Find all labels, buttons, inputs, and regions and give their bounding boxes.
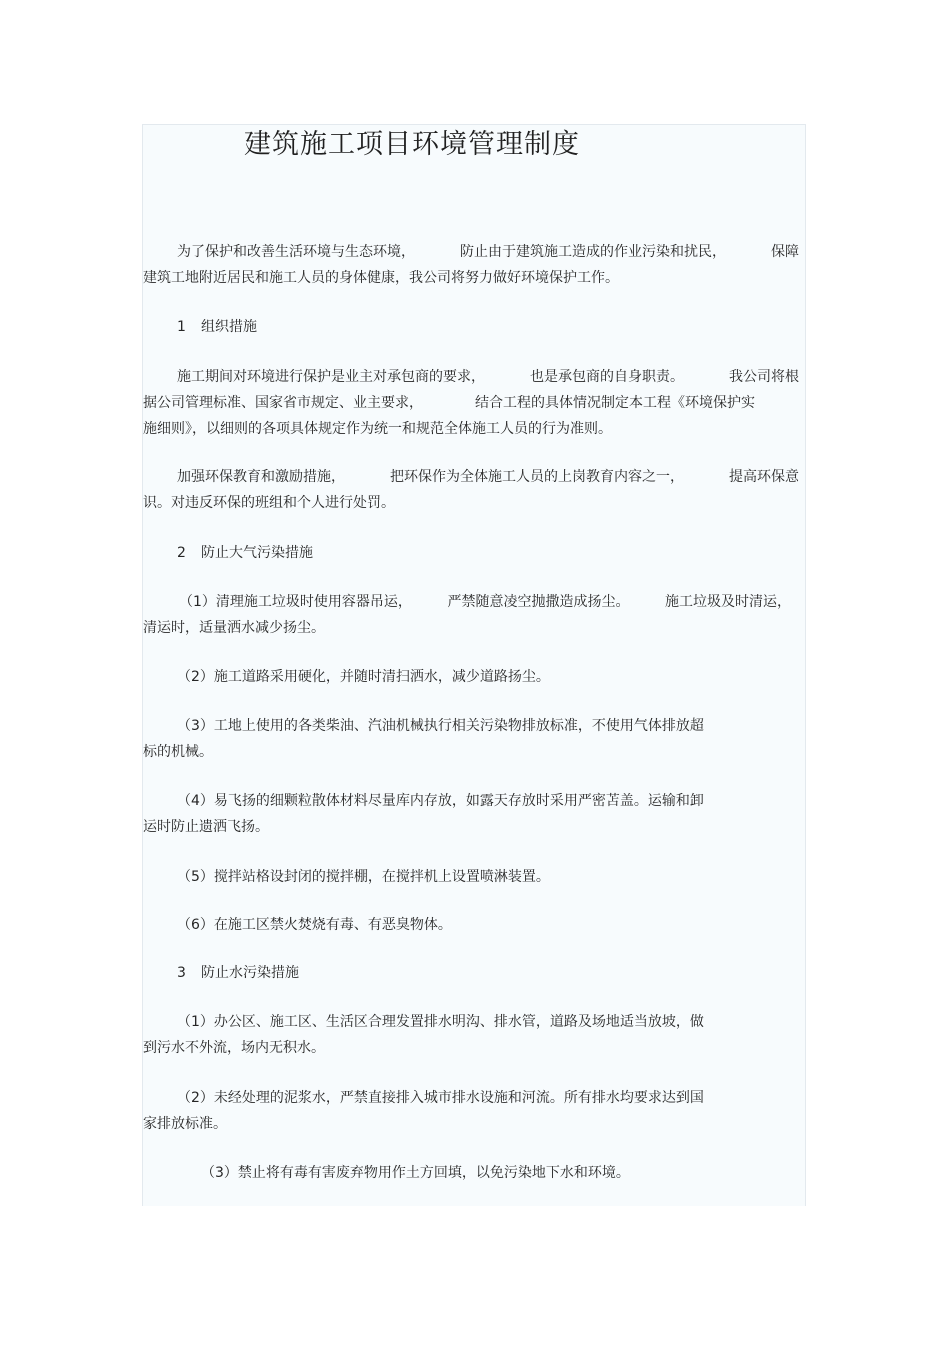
section-heading-1: 1 组织措施	[177, 319, 257, 335]
section2-item-1: （1）清理施工垃圾时使用容器吊运， 严禁随意凌空抛撒造成扬尘。 施工垃圾及时清运， 清运时，适量洒水减少扬尘。	[143, 594, 791, 636]
section-heading-3: 3 防止水污染措施	[177, 965, 299, 981]
intro-paragraph: 为了保护和改善生活环境与生态环境， 防止由于建筑施工造成的作业污染和扰民， 保障 建筑工地附近居民和施工人员的身体健康，我公司将努力做好环境保护工作。	[143, 244, 799, 286]
section1-paragraph-1: 施工期间对环境进行保护是业主对承包商的要求， 也是承包商的自身职责。 我公司将根 据公司管理标准、国家省市规定、业主要求， 结合工程的具体情况制定本工程《环境保护实 施细则》，以细则的各项具体规定作为统一和规范全体施工人员的行为准则。	[143, 369, 799, 437]
section-heading-2: 2 防止大气污染措施	[177, 545, 313, 561]
section3-item-2: （2）未经处理的泥浆水，严禁直接排入城市排水设施和河流。所有排水均要求达到国 家排放标准。	[143, 1090, 704, 1132]
document-title: 建筑施工项目环境管理制度	[244, 129, 580, 160]
section2-item-2: （2）施工道路采用硬化，并随时清扫洒水，减少道路扬尘。	[177, 669, 550, 685]
section2-item-4: （4）易飞扬的细颗粒散体材料尽量库内存放，如露天存放时采用严密苫盖。运输和卸 运时防止遗洒飞扬。	[143, 793, 704, 835]
section3-item-3: （3）禁止将有毒有害废弃物用作土方回填，以免污染地下水和环境。	[201, 1165, 630, 1181]
section2-item-5: （5）搅拌站格设封闭的搅拌棚，在搅拌机上设置喷淋装置。	[177, 869, 550, 885]
section3-item-1: （1）办公区、施工区、生活区合理发置排水明沟、排水管，道路及场地适当放坡，做 到污水不外流，场内无积水。	[143, 1014, 704, 1056]
section1-paragraph-2: 加强环保教育和激励措施， 把环保作为全体施工人员的上岗教育内容之一， 提高环保意 识。对违反环保的班组和个人进行处罚。	[143, 469, 799, 511]
section2-item-6: （6）在施工区禁火焚烧有毒、有恶臭物体。	[177, 917, 452, 933]
section2-item-3: （3）工地上使用的各类柴油、汽油机械执行相关污染物排放标准，不使用气体排放超 标的机械。	[143, 718, 704, 760]
